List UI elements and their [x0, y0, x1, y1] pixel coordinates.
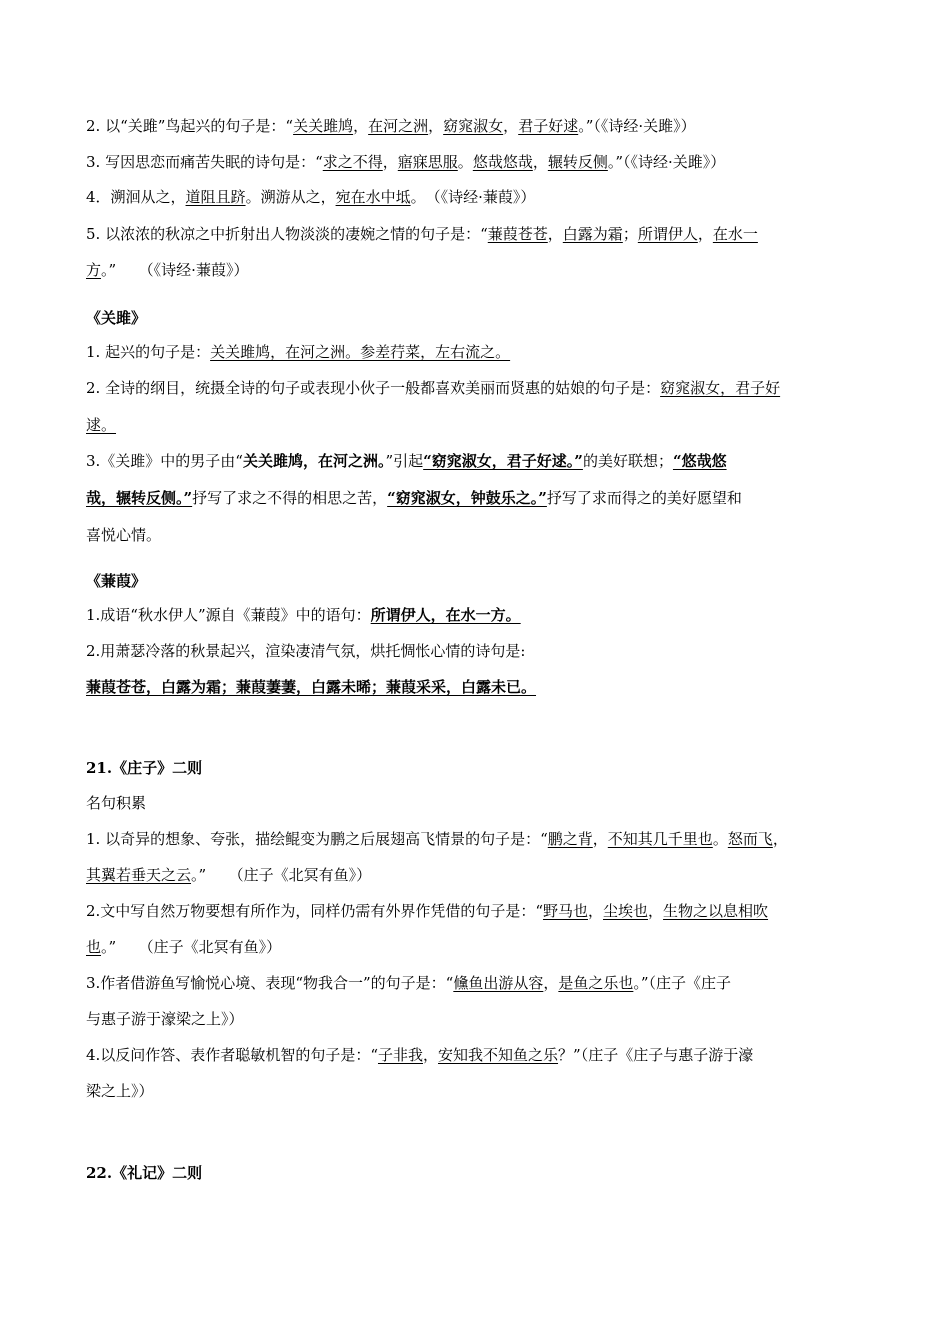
text-segment: 。” （庄子《北冥有鱼》） — [101, 938, 282, 956]
answer-text: 鹏之背 — [547, 830, 593, 848]
text-segment: ， — [543, 974, 559, 992]
answer-text: 道阻且跻 — [185, 188, 246, 206]
answer-text: 其翼若垂天之云 — [86, 866, 192, 884]
answer-text: 蒹葭苍苍，白露为霜；蒹葭萋萋，白露未晞；蒹葭采采，白露未已。 — [86, 678, 537, 696]
section-heading — [86, 571, 880, 591]
text-segment: 。 （《诗经·蒹葭》） — [410, 188, 536, 206]
answer-text: 方 — [86, 261, 102, 279]
text-segment: ， — [697, 225, 713, 243]
text-line — [86, 1081, 880, 1101]
text-segment: 1. 起兴的句子是： — [86, 343, 211, 361]
text-line — [86, 1009, 880, 1029]
answer-text: 窈窕淑女 — [443, 117, 504, 135]
text-segment: 1. 以奇异的想象、夸张，描绘鲲变为鹏之后展翅高飞情景的句子是：“ — [86, 830, 548, 848]
answer-text: 悠哉悠哉 — [472, 153, 533, 171]
text-segment: 抒写了求之不得的相思之苦， — [192, 489, 388, 507]
text-segment: 2.用萧瑟冷落的秋景起兴，渲染凄清气氛，烘托惆怅心情的诗句是: — [86, 642, 526, 660]
answer-text: 哉，辗转反侧。” — [86, 489, 193, 507]
text-segment: 与惠子游于濠梁之上》） — [86, 1010, 244, 1028]
text-segment: 5. 以浓浓的秋凉之中折射出人物淡淡的凄婉之情的句子是：“ — [86, 225, 488, 243]
text-segment: 4．溯洄从之， — [86, 188, 186, 206]
answer-text: 窈窕淑女，君子好 — [660, 379, 781, 397]
text-segment: 喜悦心情。 — [86, 526, 162, 544]
answer-text: 尘埃也 — [603, 902, 649, 920]
answer-text: 求之不得 — [322, 153, 383, 171]
text-line — [86, 260, 880, 280]
answer-text: “窈窕淑女，君子好逑。” — [423, 452, 583, 470]
text-segment: ， — [772, 830, 788, 848]
text-segment: ； — [622, 225, 638, 243]
section-heading — [86, 758, 880, 778]
text-line — [86, 641, 880, 661]
section-heading — [86, 308, 880, 328]
text-segment: 。”（庄子《庄子 — [633, 974, 732, 992]
answer-text: 怒而飞 — [727, 830, 773, 848]
text-segment: 《蒹葭》 — [86, 572, 147, 590]
text-segment: 1.成语“秋水伊人”源自《蒹葭》中的语句： — [86, 606, 371, 624]
text-segment: 22.《礼记》二则 — [86, 1164, 203, 1182]
text-segment: 。” （庄子《北冥有鱼》） — [191, 866, 372, 884]
answer-text: 所谓伊人 — [637, 225, 698, 243]
answer-text: 蒹葭苍苍 — [487, 225, 548, 243]
text-segment: ， — [503, 117, 519, 135]
answer-text: “悠哉悠 — [672, 452, 727, 470]
text-segment: 3.《关雎》中的男子由“ — [86, 452, 243, 470]
text-segment: 3.作者借游鱼写愉悦心境、表现“物我合一”的句子是：“ — [86, 974, 454, 992]
answer-text: 寤寐思服 — [397, 153, 458, 171]
text-line — [86, 378, 880, 398]
text-segment: 的美好联想； — [582, 452, 673, 470]
text-segment: 3. 写因思恋而痛苦失眠的诗句是：“ — [86, 153, 323, 171]
answer-text: 安知我不知鱼之乐 — [438, 1046, 559, 1064]
text-segment: 。溯游从之， — [245, 188, 336, 206]
text-segment: 4.以反问作答、表作者聪敏机智的句子是：“ — [86, 1046, 378, 1064]
text-line — [86, 937, 880, 957]
text-line — [86, 605, 880, 625]
text-line — [86, 451, 880, 471]
answer-text: 所谓伊人，在水一方。 — [370, 606, 521, 624]
answer-text: 辗转反侧 — [547, 153, 608, 171]
text-segment: 抒写了求而得之的美好愿望和 — [546, 489, 742, 507]
answer-text: “窈窕淑女，钟鼓乐之。” — [387, 489, 547, 507]
answer-text: 子非我 — [377, 1046, 423, 1064]
text-segment: 。” （《诗经·蒹葭》） — [101, 261, 249, 279]
text-segment: 。 — [712, 830, 728, 848]
answer-text: 儵鱼出游从容 — [453, 974, 544, 992]
text-line — [86, 116, 880, 136]
text-segment: ， — [547, 225, 563, 243]
text-segment: ？”（庄子《庄子与惠子游于濠 — [558, 1046, 754, 1064]
text-segment: 《关雎》 — [86, 309, 147, 327]
text-segment: 。 — [457, 153, 473, 171]
section-heading — [86, 677, 880, 697]
text-segment: 关关雎鸠，在河之洲。 — [242, 452, 386, 470]
text-line — [86, 224, 880, 244]
text-line — [86, 525, 880, 545]
text-segment: 名句积累 — [86, 794, 147, 812]
answer-text: 生物之以息相吹 — [663, 902, 769, 920]
text-line — [86, 187, 880, 207]
text-line — [86, 488, 880, 508]
text-segment: 2. 全诗的纲目，统摄全诗的句子或表现小伙子一般都喜欢美丽而贤惠的姑娘的句子是： — [86, 379, 661, 397]
answer-text: 野马也 — [542, 902, 588, 920]
text-segment: ， — [423, 1046, 439, 1064]
answer-text: 君子好逑 — [518, 117, 579, 135]
text-segment: ， — [532, 153, 548, 171]
text-line — [86, 415, 880, 435]
text-segment: 21.《庄子》二则 — [86, 759, 203, 777]
answer-text: 是鱼之乐也 — [558, 974, 634, 992]
answer-text: 白露为霜 — [562, 225, 623, 243]
text-line — [86, 901, 880, 921]
text-segment: 。”（《诗经·关雎》） — [578, 117, 696, 135]
text-segment: 2.文中写自然万物要想有所作为，同样仍需有外界作凭借的句子是：“ — [86, 902, 543, 920]
section-heading — [86, 1163, 880, 1183]
answer-text: 在水一 — [712, 225, 758, 243]
text-segment: ， — [382, 153, 398, 171]
text-segment: ， — [592, 830, 608, 848]
text-segment: ， — [588, 902, 604, 920]
answer-text: 逑。 — [86, 416, 117, 434]
text-segment: 梁之上》） — [86, 1082, 154, 1100]
text-segment: ， — [648, 902, 664, 920]
text-line — [86, 152, 880, 172]
text-line — [86, 973, 880, 993]
text-segment: 2. 以“关雎”鸟起兴的句子是：“ — [86, 117, 294, 135]
answer-text: 宛在水中坻 — [335, 188, 411, 206]
text-segment: ， — [428, 117, 444, 135]
text-line — [86, 793, 880, 813]
text-line — [86, 342, 880, 362]
answer-text: 关关雎鸠 — [293, 117, 354, 135]
answer-text: 关关雎鸠，在河之洲。参差荇菜，左右流之。 — [210, 343, 511, 361]
text-line — [86, 865, 880, 885]
answer-text: 不知其几千里也 — [607, 830, 713, 848]
text-line — [86, 1045, 880, 1065]
answer-text: 也 — [86, 938, 102, 956]
text-segment: ”引起 — [385, 452, 424, 470]
text-segment: ， — [353, 117, 369, 135]
text-line — [86, 829, 880, 849]
answer-text: 在河之洲 — [368, 117, 429, 135]
text-segment: 。”（《诗经·关雎》） — [607, 153, 726, 171]
